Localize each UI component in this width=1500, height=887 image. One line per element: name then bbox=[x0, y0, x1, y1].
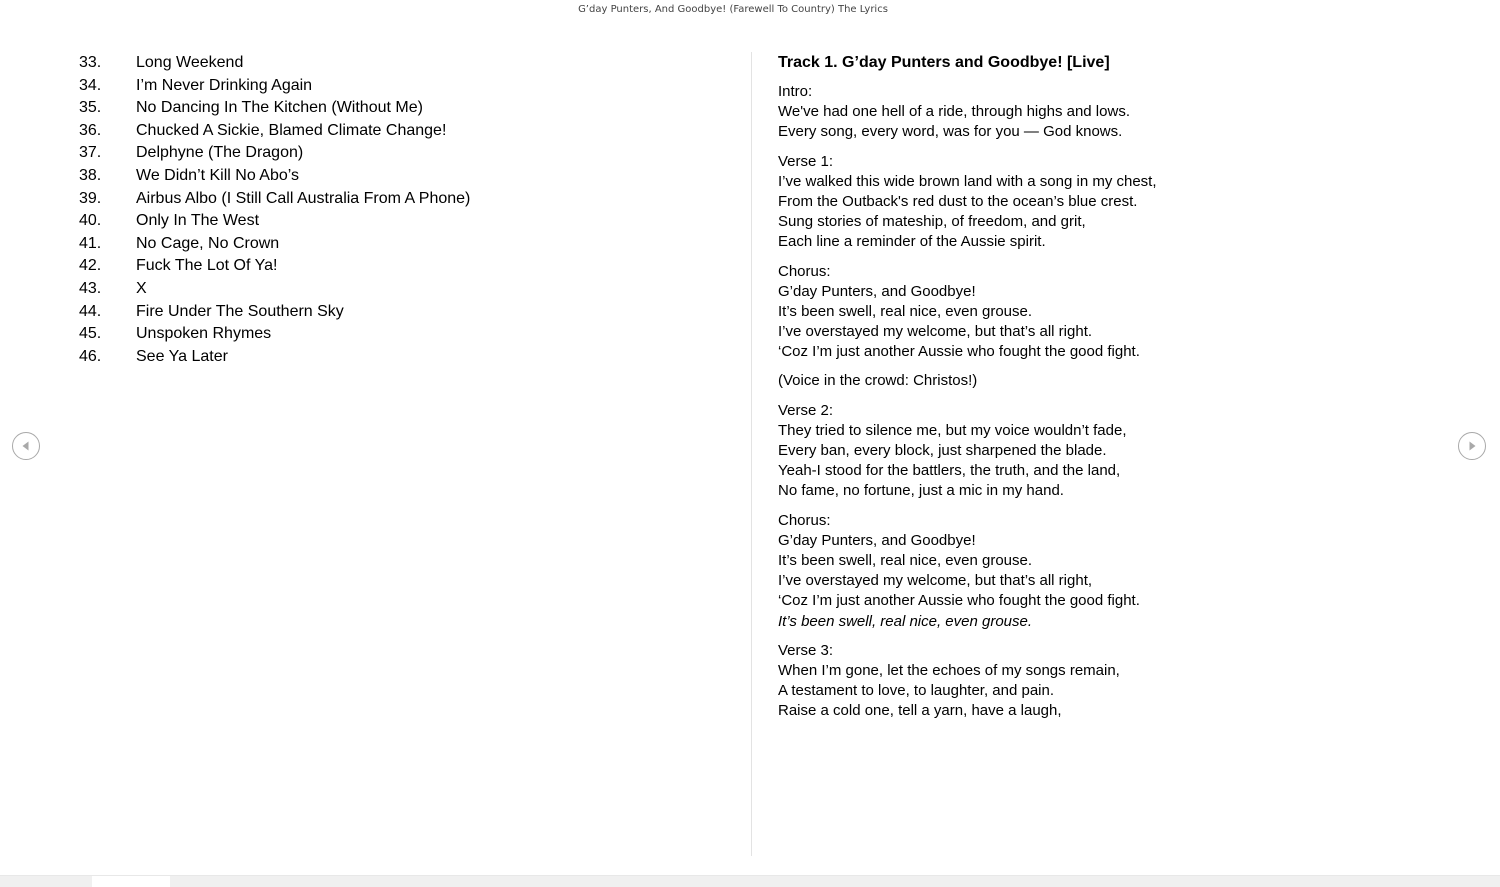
right-page bbox=[751, 52, 1442, 856]
lyrics-stanza bbox=[778, 641, 1442, 722]
track-number: 33. bbox=[79, 54, 102, 71]
left-page bbox=[0, 52, 750, 856]
lyric-line: Every ban, every block, just sharpened the blade. bbox=[778, 442, 1107, 459]
track-list-item bbox=[79, 97, 470, 120]
track-list-item bbox=[79, 255, 470, 278]
track-number: 35. bbox=[79, 99, 102, 117]
track-number: 36. bbox=[79, 121, 102, 139]
previous-page-button[interactable] bbox=[12, 432, 40, 460]
lyric-line: I’ve overstayed my welcome, but that’s all right, bbox=[778, 572, 1093, 590]
track-name: Long Weekend bbox=[136, 54, 244, 71]
track-list-item bbox=[79, 323, 470, 346]
track-name: Unspoken Rhymes bbox=[136, 325, 272, 343]
track-number: 42. bbox=[79, 257, 102, 275]
lyric-line: Chorus: bbox=[778, 262, 831, 280]
lyric-line: Chorus: bbox=[778, 511, 831, 529]
track-number: 34. bbox=[79, 76, 102, 94]
lyric-line: ‘Coz I’m just another Aussie who fought the good fight. bbox=[778, 343, 1140, 361]
track-number: 37. bbox=[79, 144, 102, 162]
track-list-item bbox=[79, 52, 470, 75]
lyrics-stanza bbox=[778, 401, 1442, 502]
lyric-line: No fame, no fortune, just a mic in my hand. bbox=[778, 482, 1064, 500]
lyrics-stanza bbox=[778, 511, 1442, 632]
lyric-line: Every song, every word, was for you — God knows. bbox=[778, 123, 1123, 141]
track-list-item bbox=[79, 210, 470, 233]
track-name: Chucked A Sickie, Blamed Climate Change! bbox=[136, 121, 447, 139]
stanza-container bbox=[778, 82, 1442, 721]
track-list-item bbox=[79, 233, 470, 256]
lyric-line: I’ve walked this wide brown land with a song in my chest, bbox=[778, 172, 1157, 190]
track-name: Fuck The Lot Of Ya! bbox=[136, 257, 278, 275]
track-list-item bbox=[79, 120, 470, 143]
track-number: 40. bbox=[79, 212, 102, 230]
track-name: No Cage, No Crown bbox=[136, 234, 280, 252]
lyric-line: We've had one hell of a ride, through highs and lows. bbox=[778, 103, 1130, 121]
document-title: G’day Punters, And Goodbye! (Farewell To Country) The Lyrics bbox=[578, 4, 888, 15]
lyrics-stanza bbox=[778, 371, 1442, 391]
lyric-line: Yeah-I stood for the battlers, the truth, and the land, bbox=[778, 462, 1121, 480]
track-name: X bbox=[136, 279, 147, 297]
lyric-line: It’s been swell, real nice, even grouse. bbox=[778, 302, 1033, 320]
track-list-item bbox=[79, 165, 470, 188]
lyric-line: It’s been swell, real nice, even grouse. bbox=[778, 551, 1033, 569]
lyrics-stanza bbox=[778, 262, 1442, 363]
track-number: 44. bbox=[79, 302, 102, 320]
lyric-line: A testament to love, to laughter, and pain. bbox=[778, 682, 1055, 700]
lyrics-stanza bbox=[778, 152, 1442, 253]
chevron-left-icon bbox=[20, 440, 32, 452]
lyric-line: ‘Coz I’m just another Aussie who fought the good fight. bbox=[778, 592, 1140, 610]
lyric-line: From the Outback's red dust to the ocean’s blue crest. bbox=[778, 192, 1138, 210]
track-number: 38. bbox=[79, 166, 102, 184]
lyric-line: Verse 3: bbox=[778, 641, 834, 659]
lyric-line: G’day Punters, and Goodbye! bbox=[778, 282, 976, 300]
track-list-item bbox=[79, 142, 470, 165]
lyric-line: Each line a reminder of the Aussie spirit. bbox=[778, 233, 1046, 251]
track-name: Airbus Albo (I Still Call Australia From A Phone) bbox=[136, 189, 471, 207]
track-number: 41. bbox=[79, 234, 102, 252]
track-number: 39. bbox=[79, 189, 102, 207]
bottom-scroll-bar bbox=[0, 875, 1500, 887]
chevron-right-icon bbox=[1466, 440, 1478, 452]
next-page-button[interactable] bbox=[1458, 432, 1486, 460]
lyrics-stanza bbox=[778, 82, 1442, 143]
track-list-item bbox=[79, 75, 470, 98]
track-list-item bbox=[79, 278, 470, 301]
lyric-line: Raise a cold one, tell a yarn, have a laugh, bbox=[778, 702, 1062, 720]
lyric-line: It’s been swell, real nice, even grouse. bbox=[778, 612, 1033, 630]
track-number: 43. bbox=[79, 279, 102, 297]
track-list-item bbox=[79, 346, 470, 369]
track-list-item bbox=[79, 301, 470, 324]
lyric-line: Intro: bbox=[778, 83, 813, 100]
lyric-line: Verse 2: bbox=[778, 401, 834, 419]
lyric-line: When I’m gone, let the echoes of my songs remain, bbox=[778, 661, 1120, 679]
lyric-line: G’day Punters, and Goodbye! bbox=[778, 531, 976, 549]
lyric-line: I’ve overstayed my welcome, but that’s all right. bbox=[778, 323, 1093, 341]
lyrics-title: Track 1. G’day Punters and Goodbye! [Live] bbox=[778, 54, 1110, 71]
track-name: We Didn’t Kill No Abo’s bbox=[136, 166, 300, 184]
lyrics bbox=[778, 52, 1442, 730]
track-list-item bbox=[79, 188, 470, 211]
track-name: Delphyne (The Dragon) bbox=[136, 144, 304, 162]
track-name: Fire Under The Southern Sky bbox=[136, 302, 344, 320]
track-name: See Ya Later bbox=[136, 347, 228, 365]
lyric-line: They tried to silence me, but my voice wouldn’t fade, bbox=[778, 421, 1127, 439]
lyric-line: Sung stories of mateship, of freedom, and grit, bbox=[778, 213, 1086, 231]
track-list bbox=[79, 52, 470, 368]
lyric-line: (Voice in the crowd: Christos!) bbox=[778, 372, 978, 390]
lyric-line: Verse 1: bbox=[778, 152, 834, 170]
track-name: I’m Never Drinking Again bbox=[136, 76, 313, 94]
track-number: 45. bbox=[79, 325, 102, 343]
track-name: No Dancing In The Kitchen (Without Me) bbox=[136, 99, 423, 117]
track-name: Only In The West bbox=[136, 212, 260, 230]
bottom-tab-active[interactable] bbox=[92, 876, 170, 887]
track-number: 46. bbox=[79, 347, 102, 365]
